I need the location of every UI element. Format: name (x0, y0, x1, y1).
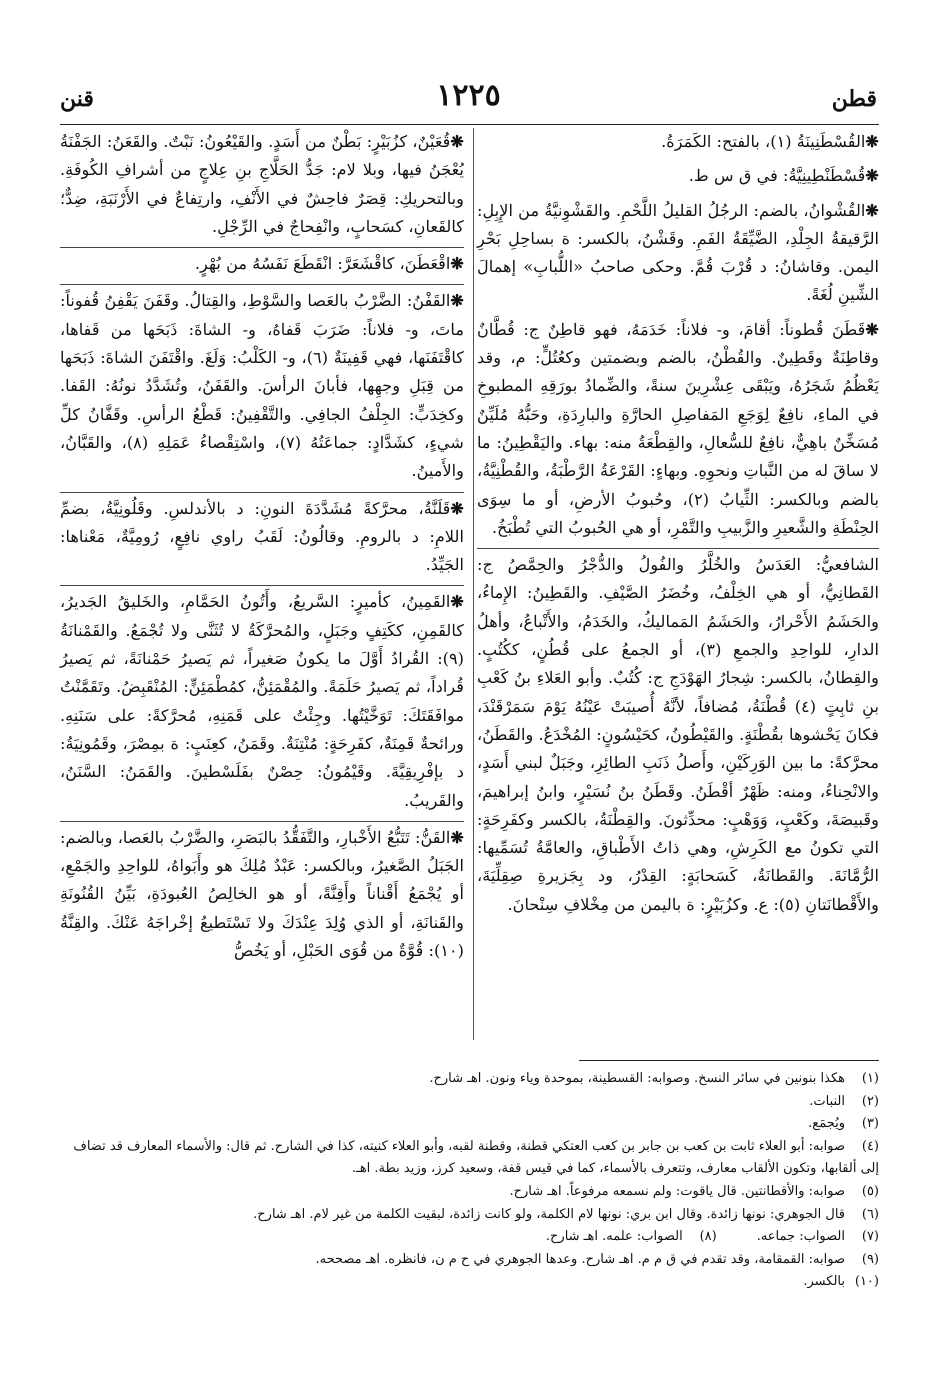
header-rule (60, 124, 879, 125)
footnote-6: (٦)قال الجوهري: نونها زائدة. وقال ابن بري: نونها لام الكلمة، ولو كانت زائدة، لبقيت الكلمة من غير لام. اهـ شارح. (253, 1206, 879, 1222)
entry-qustanina: ❋القُسْطَنِينَةُ (١)، بالفتح: الكَمَرَةُ. (661, 132, 879, 151)
entry-quayn: ❋قُعَيْنٌ، كزُبَيْرٍ: بَطْنٌ من أَسَدٍ. والقَيْعُونُ: نَبْتٌ. والقَعَنُ: الجَفْنَةُ يُعْجَنُ فيها، وبلا لام: جَدُّ الحَلَّاجِ بنِ عِلاجٍ من أشرافِ الكُوفَةِ. وبالتحريكِ: قِصَرٌ فاحِشٌ في الأَنْفِ، وارتِفاعٌ في الأَرْنَبَةِ، ضِدٌّ؛ كالقَعانِ، كسَحابٍ، وانْفِحاجٌ في الرِّجْلِ. (60, 132, 464, 236)
header-root-left: قنن (60, 86, 94, 112)
footnote-9: (٩)صوابه: القمقامة، وقد تقدم في ق م م. اهـ شارح. وعدها الجوهري في ح م ن، فانظره. اهـ مصححه. (315, 1251, 879, 1267)
column-divider (473, 128, 474, 1040)
right-column (477, 128, 879, 925)
entry-iqatana: ❋اقْعَطَنَ، كاقْشَعَرَّ: انْقَطَعَ نَفَسُهُ من بُهْرٍ. (60, 247, 464, 278)
footnote-5: (٥)صوابه: والأقطانتين. قال ياقوت: ولم نسمعه مرفوعاً. اهـ شارح. (509, 1183, 879, 1199)
entry-qustantiniyya: ❋قُسْطَنْطِينِيَّةُ: في ق س ط. (688, 166, 879, 186)
footnote-7-8: (٧)الصواب: جماعه.(٨)الصواب: علمه. اهـ شارح. (545, 1229, 879, 1245)
entry-qatana-cont: الشافعيُّ: العَدَسُ والخُلَّرُ والفُولُ والدُّجْرُ والحِمَّصُ ج: القَطانِيُّ، أو هي الخِلْفُ، وخُضَرُ الصَّيْفِ. والقَطِينُ: الإِماءُ، والحَشَمُ الأَحْرارُ، والحَشَمُ المَماليكُ، والخَدَمُ، والأَتْباعُ، وأهلُ الدارِ، للواحِدِ والجمعِ (٣)، أو الجمعُ على قُطُنٍ، ككُتُبٍ. والقِطانُ، بالكسر: شِجارُ الهَوْدَجِ ج: كُتُبٌ. وأبو العَلاءِ بنُ كَعْبِ بنِ ثابِتٍ (٤) قُطْنَةُ، مُضافاً، لأنَّهُ أُصيبَتْ عَيْنُهُ يَوْمَ سَمَرْقَنْدَ، فكانَ يَحْشوها بقُطْنَةٍ. والقَيْطُونُ، كحَيْسُونٍ: المُخْدَعُ. والقَطَنُ، محرَّكةً: ما بين الوَرِكَيْنِ، وأَصلُ ذَنَبِ الطائِرِ، وجَبَلٌ لبني أَسَدٍ، والانْحِناءُ، ومنه: ظَهْرٌ أقْطَنُ. وقَطَنُ بنُ نُسَيْرٍ، وابنُ إبراهيمَ، وقَبيصَةَ، وكَعْبٍ، وَوَهْبٍ: محدِّثونَ. والقِطْنَةُ، بالكسر وكفَرِحَةٍ: التي تكونُ مع الكَرِشِ، وهي ذاتُ الأَطْباقِ، والعامَّةُ تُسَمِّيها: الرُّمَّانَةَ. والقَطانَةُ، كَسَحابَةٍ: القِدْرُ، ود بِجَزيرةِ صِقِلِّيَةَ، والأَقْطانَتانِ (٥): ع. وكزُبَيْرٍ: ة باليمن من مِخْلافِ سِنْحانَ. (477, 548, 879, 919)
entry-qann: ❋القَنُّ: تَتَبُّعُ الأَخْبارِ، والتَّفَقُّدُ بالبَصَرِ، والضَّرْبُ بالعَصا، وبالضم: الجَبَلُ الصَّغيرُ، وبالكسر: عَبْدٌ مُلِكَ هو وأَبَواهُ، للواحِدِ والجَمْعِ، أو يُجْمَعُ أَقْناناً وأَقِنَّةً، أو هو الخالِصُ العُبودَةِ، بَيِّنُ القُنُونَةِ والقَنانَةِ، أو الذي وُلِدَ عِنْدَكَ ولا تَسْتَطيعُ إخْراجَهُ عَنْكَ. والقِنَّةُ (١٠): قُوَّةٌ من قُوَى الحَبْلِ، أو يَخُصُّ (60, 821, 464, 965)
entry-qushwan: ❋القُشْوانُ، بالضم: الرجُلُ القليلُ اللَّحْمِ. والقَشْوِنيَّةُ من الإِبِلِ: الرَّقيقةُ الجِلْدِ، الضَّيِّقَةُ الفَمِ. وقَشْنُ، بالكسر: ة بساحِلِ بَحْرِ اليمن. وقاشانُ: د قُرْبَ قُمَّ. وحكى صاحبُ «اللُّبابِ» إهمالَ الشِّينِ لُغَةً. (477, 200, 879, 305)
page-number: ١٢٢٥ (436, 78, 501, 113)
footnote-rule (579, 1060, 879, 1061)
entry-qafn: ❋القَفْنُ: الضَّرْبُ بالعَصا والسَّوْطِ، والقِتالُ. وقَفَنَ يَقْفِنُ قُفوناً: ماتَ، و- فلاناً: ضَرَبَ قَفاهُ، و- الشاةَ: ذَبَحَها من قَفاها، كاقْتَفَنَها، فهي قَفِينَةٌ (٦)، و- الكَلْبُ: وَلَغَ. واقْتَفَنَ الشاةَ: ذَبَحَها من قِبَلِ وجهِها، فأبانَ الرأسَ. والقَفَنُ، وتُشَدَّدُ نونُهُ: القَفا. وكخِدَبٍّ: الجِلْفُ الجافِي. والتَّقْفِينُ: قَطْعُ الرأسِ. وقَفَّانُ كلِّ شيءٍ، كشَدَّادٍ: جماعَتُهُ (٧)، واسْتِقْصاءُ عَمَلِهِ (٨)، والقَبَّانُ، والأَمينُ. (60, 284, 464, 485)
footnote-4: (٤)صوابه: أبو العلاء ثابت بن كعب بن جابر بن كعب العتكي قطنة، وقطنة لقبه، وأبو العلاء كنيته، كذا في الشارح. ثم قال: والأسماء المعارف قد تضاف إلى ألقابها، وتكون الألقاب معارف، وتتعرف بالأسماء، كما في قيس قفة، وسعيد كرز، وزيد بطة. اهـ. (73, 1138, 879, 1177)
header-root-right: قطن (831, 86, 877, 112)
footnote-1: (١)هكذا بنونين في سائر النسخ. وصوابه: القسطينة، بموحدة وياء ونون. اهـ شارح. (429, 1071, 879, 1086)
page-header (60, 78, 877, 122)
footnotes (60, 1068, 879, 1294)
footnote-2: (٢)النبات. (809, 1093, 879, 1109)
entry-qalanna: ❋قَلَنَّةُ، محرَّكةً مُشَدَّدَةَ النونِ: د بالأندلسِ. وقَلُونِيَّةُ، بضمِّ اللامِ: د بالرومِ. وقالُونُ: لَقَبُ راوي نافِعٍ، رُومِيَّةٌ، مَعْناها: الجَيِّدُ. (60, 492, 464, 580)
entry-qamin: ❋القَمِينُ، كأميرٍ: السَّريعُ، وأَتُونُ الحَمَّامِ، والخَليقُ الجَديرُ، كالقَمِنِ، ككَتِفٍ وجَبَلٍ، والمُحرَّكَةُ لا تُثَنَّى ولا تُجْمَعُ. والقَمْنانَةُ (٩): القُرادُ أَوَّلَ ما يكونُ صَغيراً، ثم يَصيرُ حَمْنانَةً، ثم يَصيرُ قُراداً، ثم يَصيرُ حَلَمَةً. والمُقْمَئِنُّ، كمُطْمَئِنٍّ: المُنْقَبِضُ. وتَقَمَّنْتُ موافَقَتَكَ: تَوَخَّيْتُها. وجِئْتُ على قَمَنِهِ، مُحرَّكةً: على سَنَنِهِ. ورائحةٌ قَمِنَةٌ، كفَرِحَةٍ: مُنْتِنَةٌ. وقَمَنُ، كعِنَبٍ: ة بمِصْرَ، وقَمُونِيَةُ: د بإفْرِيقِيَّةَ. وقَيْمُونُ: حِصْنٌ بفَلَسْطينَ. والقَمَنُ: السَّنَنُ، والقَريبُ. (60, 585, 464, 814)
entry-qatana: ❋قَطَنَ قُطوناً: أقامَ، و- فلاناً: خَدَمَهُ، فهو قاطِنٌ ج: قُطَّانٌ وقاطِنَةٌ وقَطِينٌ. والقُطْنُ، بالضم وبضمتين وكعُتُلٍّ: م، وقد يَعْظُمُ شَجَرُهُ، ويَبْقَى عِشْرِينَ سنةً، والضِّمادُ بورَقِهِ المطبوخِ في الماءِ، نافِعٌ لِوَجَعِ المَفاصِلِ الحارَّةِ والبارِدَةِ، وحَبُّهُ مُلَيِّنٌ مُسَخِّنٌ باهِيٌّ، نافِعٌ للسُّعالِ، والقِطْعَةُ منه: بهاء. واليَقْطِينُ: ما لا ساقَ له من النَّباتِ ونحوِهِ. وبهاءٍ: القَرْعَةُ الرَّطْبَةُ، والقُطْنِيَّةُ، بالضم وبالكسر: الثِّيابُ (٢)، وحُبوبُ الأرضِ، أو ما سِوَى الحِنْطَةِ والشَّعيرِ والزَّبيبِ والتَّمْرِ، أو هي الحُبوبُ التي تُطْبَخُ. (477, 319, 879, 537)
footnote-10: (١٠)بالكسر. (803, 1274, 879, 1290)
left-column (60, 128, 464, 971)
footnote-3: (٣)ويُجمَع. (808, 1116, 879, 1132)
